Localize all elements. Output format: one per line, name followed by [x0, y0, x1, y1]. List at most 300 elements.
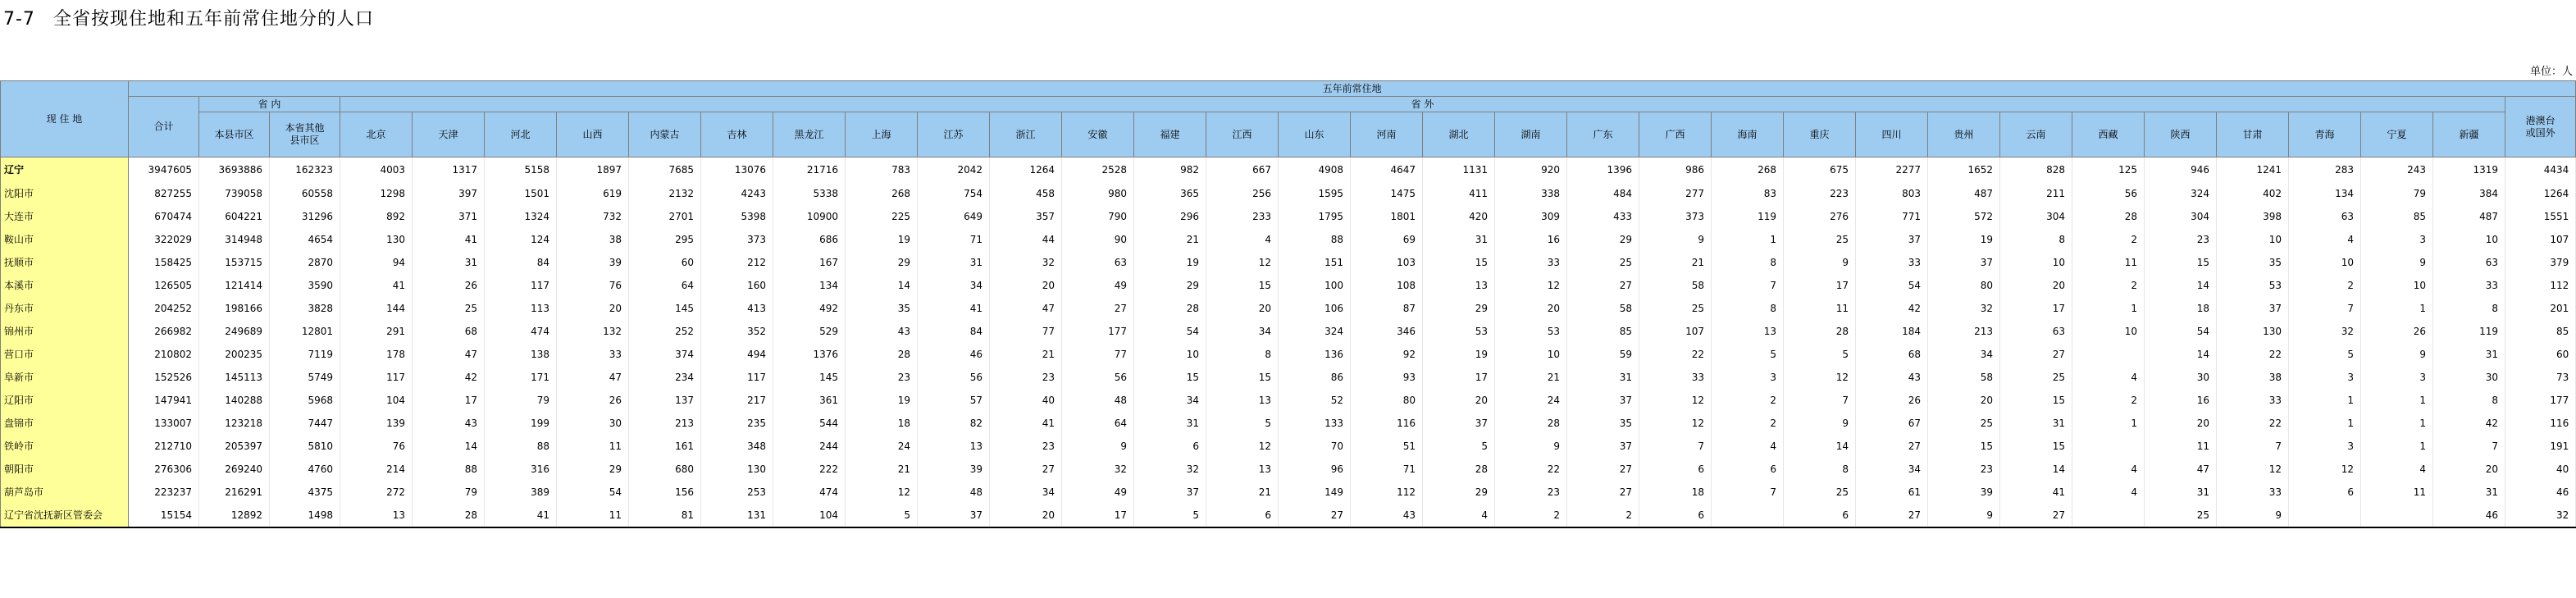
table-cell: 276 — [1784, 205, 1856, 228]
table-cell: 26 — [557, 389, 629, 412]
region-name: 大连市 — [1, 205, 129, 228]
table-cell: 31 — [918, 251, 990, 274]
table-cell: 31 — [2433, 343, 2505, 366]
table-cell: 291 — [340, 320, 413, 343]
table-cell: 138 — [485, 343, 557, 366]
table-cell: 64 — [1062, 412, 1134, 435]
table-cell: 23 — [990, 366, 1062, 389]
table-cell: 13 — [1206, 458, 1279, 481]
table-cell: 11 — [1784, 297, 1856, 320]
table-cell: 324 — [2145, 182, 2217, 205]
table-cell: 117 — [340, 366, 413, 389]
table-cell: 67 — [1856, 412, 1928, 435]
table-row — [1, 435, 2576, 458]
table-cell: 12 — [1639, 412, 1712, 435]
table-cell: 4654 — [270, 228, 340, 251]
table-cell: 277 — [1639, 182, 1712, 205]
table-cell: 158425 — [129, 251, 199, 274]
table-cell: 23 — [846, 366, 918, 389]
table-cell: 11 — [2361, 481, 2433, 504]
table-cell: 35 — [2217, 251, 2289, 274]
table-cell: 15154 — [129, 504, 199, 527]
table-cell: 6 — [1784, 504, 1856, 527]
table-cell: 2 — [1495, 504, 1567, 527]
table-cell: 205397 — [199, 435, 270, 458]
table-cell: 5 — [1423, 435, 1495, 458]
table-cell: 8 — [1206, 343, 1279, 366]
table-cell: 145113 — [199, 366, 270, 389]
table-number: 7-7 — [3, 9, 35, 30]
table-cell: 93 — [1351, 366, 1423, 389]
col-header-province: 吉林 — [701, 112, 773, 157]
table-cell: 33 — [2217, 481, 2289, 504]
table-cell: 13076 — [701, 157, 773, 183]
table-cell: 33 — [557, 343, 629, 366]
table-cell: 1241 — [2217, 157, 2289, 183]
col-header-province: 上海 — [846, 112, 918, 157]
table-cell: 119 — [2433, 320, 2505, 343]
table-cell: 2 — [1712, 412, 1784, 435]
table-cell: 7 — [1639, 435, 1712, 458]
table-cell: 7447 — [270, 412, 340, 435]
table-cell: 6 — [1134, 435, 1206, 458]
table-cell: 22 — [2217, 412, 2289, 435]
table-cell — [2361, 504, 2433, 527]
table-cell: 199 — [485, 412, 557, 435]
table-cell: 22 — [1495, 458, 1567, 481]
table-cell: 5 — [1712, 343, 1784, 366]
table-cell: 649 — [918, 205, 990, 228]
table-cell: 18 — [1639, 481, 1712, 504]
table-cell: 14 — [2145, 343, 2217, 366]
table-cell: 70 — [1279, 435, 1351, 458]
region-name: 葫芦岛市 — [1, 481, 129, 504]
table-cell: 108 — [1351, 274, 1423, 297]
table-cell: 27 — [990, 458, 1062, 481]
table-cell: 2701 — [629, 205, 701, 228]
table-cell: 107 — [2505, 228, 2576, 251]
table-cell: 15 — [2000, 389, 2072, 412]
table-cell: 160 — [701, 274, 773, 297]
table-cell: 2 — [2072, 274, 2145, 297]
table-cell: 29 — [1567, 228, 1639, 251]
region-name: 鞍山市 — [1, 228, 129, 251]
table-cell: 10 — [1495, 343, 1567, 366]
table-cell: 667 — [1206, 157, 1279, 183]
table-cell: 12 — [1206, 251, 1279, 274]
col-header-out-province: 省 外 — [340, 97, 2505, 112]
region-name: 丹东市 — [1, 297, 129, 320]
table-cell: 253 — [701, 481, 773, 504]
table-cell: 3 — [1712, 366, 1784, 389]
table-cell: 12801 — [270, 320, 340, 343]
table-cell: 7119 — [270, 343, 340, 366]
table-cell: 212 — [701, 251, 773, 274]
table-cell: 125 — [2072, 157, 2145, 183]
table-cell: 54 — [1856, 274, 1928, 297]
table-cell: 29 — [1423, 481, 1495, 504]
table-cell: 37 — [1928, 251, 2000, 274]
col-header-province: 贵州 — [1928, 112, 2000, 157]
table-cell: 10 — [2433, 228, 2505, 251]
table-cell: 58 — [1639, 274, 1712, 297]
col-header-in-province: 省 内 — [199, 97, 340, 112]
table-cell: 46 — [918, 343, 990, 366]
table-cell: 11 — [557, 435, 629, 458]
header-row-3 — [1, 112, 2576, 157]
table-cell: 322029 — [129, 228, 199, 251]
table-cell: 252 — [629, 320, 701, 343]
table-cell: 41 — [413, 228, 485, 251]
table-cell — [1712, 504, 1784, 527]
table-cell: 136 — [1279, 343, 1351, 366]
table-cell: 413 — [701, 297, 773, 320]
table-cell: 34 — [1134, 389, 1206, 412]
region-name: 抚顺市 — [1, 251, 129, 274]
table-cell: 2 — [2072, 228, 2145, 251]
table-cell: 29 — [846, 251, 918, 274]
table-cell: 243 — [2361, 157, 2433, 183]
table-cell: 124 — [485, 228, 557, 251]
table-cell: 24 — [1495, 389, 1567, 412]
table-row — [1, 157, 2576, 183]
table-cell: 23 — [2145, 228, 2217, 251]
table-cell: 217 — [701, 389, 773, 412]
table-cell: 76 — [340, 435, 413, 458]
col-header-province: 山东 — [1279, 112, 1351, 157]
table-cell: 494 — [701, 343, 773, 366]
table-cell: 23 — [990, 435, 1062, 458]
table-cell: 39 — [1928, 481, 2000, 504]
table-cell: 198166 — [199, 297, 270, 320]
table-cell: 27 — [1567, 481, 1639, 504]
table-cell: 20 — [557, 297, 629, 320]
table-cell: 41 — [2000, 481, 2072, 504]
table-cell: 15 — [1423, 251, 1495, 274]
table-cell: 233 — [1206, 205, 1279, 228]
table-cell: 117 — [485, 274, 557, 297]
table-cell — [2072, 343, 2145, 366]
region-name: 辽宁 — [1, 157, 129, 183]
table-cell: 132 — [557, 320, 629, 343]
table-cell: 27 — [1062, 297, 1134, 320]
table-cell: 1298 — [340, 182, 413, 205]
table-cell: 32 — [2289, 320, 2361, 343]
table-cell: 47 — [557, 366, 629, 389]
other-county-line-2: 县市区 — [290, 135, 320, 146]
table-cell: 41 — [918, 297, 990, 320]
col-header-province: 西藏 — [2072, 112, 2145, 157]
table-cell: 9 — [1784, 412, 1856, 435]
table-cell: 130 — [2217, 320, 2289, 343]
table-cell: 130 — [701, 458, 773, 481]
col-header-province: 安徽 — [1062, 112, 1134, 157]
table-cell: 379 — [2505, 251, 2576, 274]
col-header-province: 江苏 — [918, 112, 990, 157]
table-cell: 1498 — [270, 504, 340, 527]
table-cell: 216291 — [199, 481, 270, 504]
table-cell: 10 — [2000, 251, 2072, 274]
table-cell: 5338 — [773, 182, 846, 205]
region-name: 阜新市 — [1, 366, 129, 389]
table-cell: 17 — [1062, 504, 1134, 527]
table-cell: 23 — [1928, 458, 2000, 481]
col-header-province: 山西 — [557, 112, 629, 157]
table-cell: 28 — [2072, 205, 2145, 228]
table-cell: 42 — [413, 366, 485, 389]
table-cell: 348 — [701, 435, 773, 458]
table-cell: 5749 — [270, 366, 340, 389]
table-cell: 26 — [1856, 389, 1928, 412]
table-cell: 27 — [1567, 458, 1639, 481]
table-cell: 487 — [2433, 205, 2505, 228]
table-cell: 12 — [1784, 366, 1856, 389]
table-cell: 4434 — [2505, 157, 2576, 183]
table-cell: 37 — [1567, 435, 1639, 458]
table-cell: 269240 — [199, 458, 270, 481]
table-cell: 178 — [340, 343, 413, 366]
table-cell: 28 — [1784, 320, 1856, 343]
table-cell: 27 — [1279, 504, 1351, 527]
col-header-this-county: 本县市区 — [199, 112, 270, 157]
col-header-province: 广西 — [1639, 112, 1712, 157]
table-cell: 104 — [773, 504, 846, 527]
table-cell: 16 — [2145, 389, 2217, 412]
col-header-province: 北京 — [340, 112, 413, 157]
table-cell: 13 — [918, 435, 990, 458]
table-cell: 27 — [1856, 504, 1928, 527]
table-cell: 149 — [1279, 481, 1351, 504]
table-cell: 892 — [340, 205, 413, 228]
table-cell: 19 — [846, 228, 918, 251]
table-cell: 6 — [1206, 504, 1279, 527]
table-cell: 14 — [846, 274, 918, 297]
table-cell: 1897 — [557, 157, 629, 183]
table-cell: 35 — [846, 297, 918, 320]
table-cell: 56 — [918, 366, 990, 389]
table-cell — [2072, 504, 2145, 527]
table-cell: 484 — [1567, 182, 1639, 205]
table-cell: 27 — [1567, 274, 1639, 297]
table-cell: 5 — [1784, 343, 1856, 366]
region-name: 朝阳市 — [1, 458, 129, 481]
table-cell: 134 — [773, 274, 846, 297]
table-cell: 88 — [413, 458, 485, 481]
table-cell: 60 — [629, 251, 701, 274]
col-header-province: 湖南 — [1495, 112, 1567, 157]
table-cell — [2072, 435, 2145, 458]
region-name: 辽宁省沈抚新区管委会 — [1, 504, 129, 527]
table-cell: 249689 — [199, 320, 270, 343]
table-cell: 389 — [485, 481, 557, 504]
table-row — [1, 389, 2576, 412]
col-header-province: 重庆 — [1784, 112, 1856, 157]
col-header-province: 河南 — [1351, 112, 1423, 157]
table-cell: 133 — [1279, 412, 1351, 435]
table-cell: 71 — [1351, 458, 1423, 481]
table-cell: 1 — [2361, 297, 2433, 320]
table-cell: 77 — [1062, 343, 1134, 366]
table-cell: 1652 — [1928, 157, 2000, 183]
table-cell: 20 — [990, 504, 1062, 527]
table-cell: 7 — [2289, 297, 2361, 320]
table-cell: 11 — [557, 504, 629, 527]
table-row — [1, 274, 2576, 297]
col-header-province: 广东 — [1567, 112, 1639, 157]
table-cell: 1 — [2361, 435, 2433, 458]
table-cell: 402 — [2217, 182, 2289, 205]
table-cell: 40 — [990, 389, 1062, 412]
table-cell: 22 — [2217, 343, 2289, 366]
table-cell: 43 — [1351, 504, 1423, 527]
table-cell: 34 — [990, 481, 1062, 504]
table-cell: 63 — [2433, 251, 2505, 274]
table-cell: 28 — [413, 504, 485, 527]
table-cell: 9 — [1639, 228, 1712, 251]
col-header-other-county — [270, 112, 340, 157]
table-cell: 12 — [1495, 274, 1567, 297]
table-cell: 433 — [1567, 205, 1639, 228]
table-cell: 21 — [846, 458, 918, 481]
table-cell: 213 — [1928, 320, 2000, 343]
table-cell: 51 — [1351, 435, 1423, 458]
table-cell: 177 — [1062, 320, 1134, 343]
table-cell: 3947605 — [129, 157, 199, 183]
table-cell: 986 — [1639, 157, 1712, 183]
table-cell: 13 — [340, 504, 413, 527]
table-cell: 4 — [1206, 228, 1279, 251]
region-name: 营口市 — [1, 343, 129, 366]
table-cell: 304 — [2145, 205, 2217, 228]
table-cell: 8 — [2000, 228, 2072, 251]
table-cell: 3 — [2361, 366, 2433, 389]
table-cell: 1801 — [1351, 205, 1423, 228]
table-cell: 94 — [340, 251, 413, 274]
table-cell: 200235 — [199, 343, 270, 366]
table-cell: 314948 — [199, 228, 270, 251]
table-row — [1, 320, 2576, 343]
table-cell: 31 — [1567, 366, 1639, 389]
table-cell: 411 — [1423, 182, 1495, 205]
table-cell: 31 — [1423, 228, 1495, 251]
table-cell: 53 — [1423, 320, 1495, 343]
table-cell: 37 — [1567, 389, 1639, 412]
table-cell: 86 — [1279, 366, 1351, 389]
table-cell: 2 — [1712, 389, 1784, 412]
table-cell: 234 — [629, 366, 701, 389]
other-county-line-1: 本省其他 — [285, 122, 325, 134]
table-cell: 474 — [773, 481, 846, 504]
table-cell: 32 — [1134, 458, 1206, 481]
table-cell: 4 — [2072, 481, 2145, 504]
table-cell: 17 — [1784, 274, 1856, 297]
table-cell: 268 — [846, 182, 918, 205]
table-cell: 384 — [2433, 182, 2505, 205]
table-cell: 7 — [1712, 481, 1784, 504]
table-row — [1, 412, 2576, 435]
table-cell: 27 — [1856, 435, 1928, 458]
table-cell: 352 — [701, 320, 773, 343]
table-cell: 670474 — [129, 205, 199, 228]
table-cell: 13 — [1423, 274, 1495, 297]
table-cell: 309 — [1495, 205, 1567, 228]
table-cell: 20 — [1423, 389, 1495, 412]
table-cell: 20 — [2145, 412, 2217, 435]
table-cell: 17 — [1423, 366, 1495, 389]
table-cell: 361 — [773, 389, 846, 412]
table-cell: 43 — [846, 320, 918, 343]
table-cell: 130 — [340, 228, 413, 251]
table-cell: 32 — [990, 251, 1062, 274]
table-cell: 82 — [918, 412, 990, 435]
table-cell: 492 — [773, 297, 846, 320]
table-cell: 69 — [1351, 228, 1423, 251]
table-cell: 10 — [2072, 320, 2145, 343]
table-cell: 140288 — [199, 389, 270, 412]
table-cell: 4243 — [701, 182, 773, 205]
table-cell: 29 — [1423, 297, 1495, 320]
table-cell: 151 — [1279, 251, 1351, 274]
table-cell: 33 — [1856, 251, 1928, 274]
table-cell: 1396 — [1567, 157, 1639, 183]
table-cell: 37 — [1856, 228, 1928, 251]
table-cell: 177 — [2505, 389, 2576, 412]
table-cell: 828 — [2000, 157, 2072, 183]
table-cell: 5 — [1134, 504, 1206, 527]
table-cell: 1264 — [990, 157, 1062, 183]
table-cell: 201 — [2505, 297, 2576, 320]
region-name: 锦州市 — [1, 320, 129, 343]
table-cell: 371 — [413, 205, 485, 228]
table-cell: 38 — [557, 228, 629, 251]
table-cell: 6 — [1639, 458, 1712, 481]
table-cell: 54 — [1134, 320, 1206, 343]
hk-abroad-line-1: 港澳台 — [2525, 114, 2555, 126]
population-table — [0, 80, 2576, 528]
table-cell: 458 — [990, 182, 1062, 205]
table-cell: 145 — [773, 366, 846, 389]
col-header-province: 黑龙江 — [773, 112, 846, 157]
table-cell: 85 — [1567, 320, 1639, 343]
table-cell: 38 — [2217, 366, 2289, 389]
table-cell: 7 — [1712, 274, 1784, 297]
table-cell: 92 — [1351, 343, 1423, 366]
header-row-1 — [1, 81, 2576, 97]
table-cell: 191 — [2505, 435, 2576, 458]
table-cell: 21716 — [773, 157, 846, 183]
table-cell: 754 — [918, 182, 990, 205]
table-cell: 60 — [2505, 343, 2576, 366]
col-header-province: 云南 — [2000, 112, 2072, 157]
table-cell: 54 — [557, 481, 629, 504]
table-cell: 31 — [1134, 412, 1206, 435]
table-cell: 338 — [1495, 182, 1567, 205]
unit-label: 单位：人 — [2529, 66, 2573, 78]
table-cell: 5 — [2289, 343, 2361, 366]
table-cell: 686 — [773, 228, 846, 251]
table-cell: 100 — [1279, 274, 1351, 297]
table-cell: 9 — [1784, 251, 1856, 274]
table-cell: 272 — [340, 481, 413, 504]
col-header-province: 四川 — [1856, 112, 1928, 157]
table-cell: 803 — [1856, 182, 1928, 205]
table-cell: 87 — [1351, 297, 1423, 320]
table-cell: 1131 — [1423, 157, 1495, 183]
table-cell: 41 — [340, 274, 413, 297]
table-cell: 5810 — [270, 435, 340, 458]
table-cell: 153715 — [199, 251, 270, 274]
table-cell: 31 — [2145, 481, 2217, 504]
